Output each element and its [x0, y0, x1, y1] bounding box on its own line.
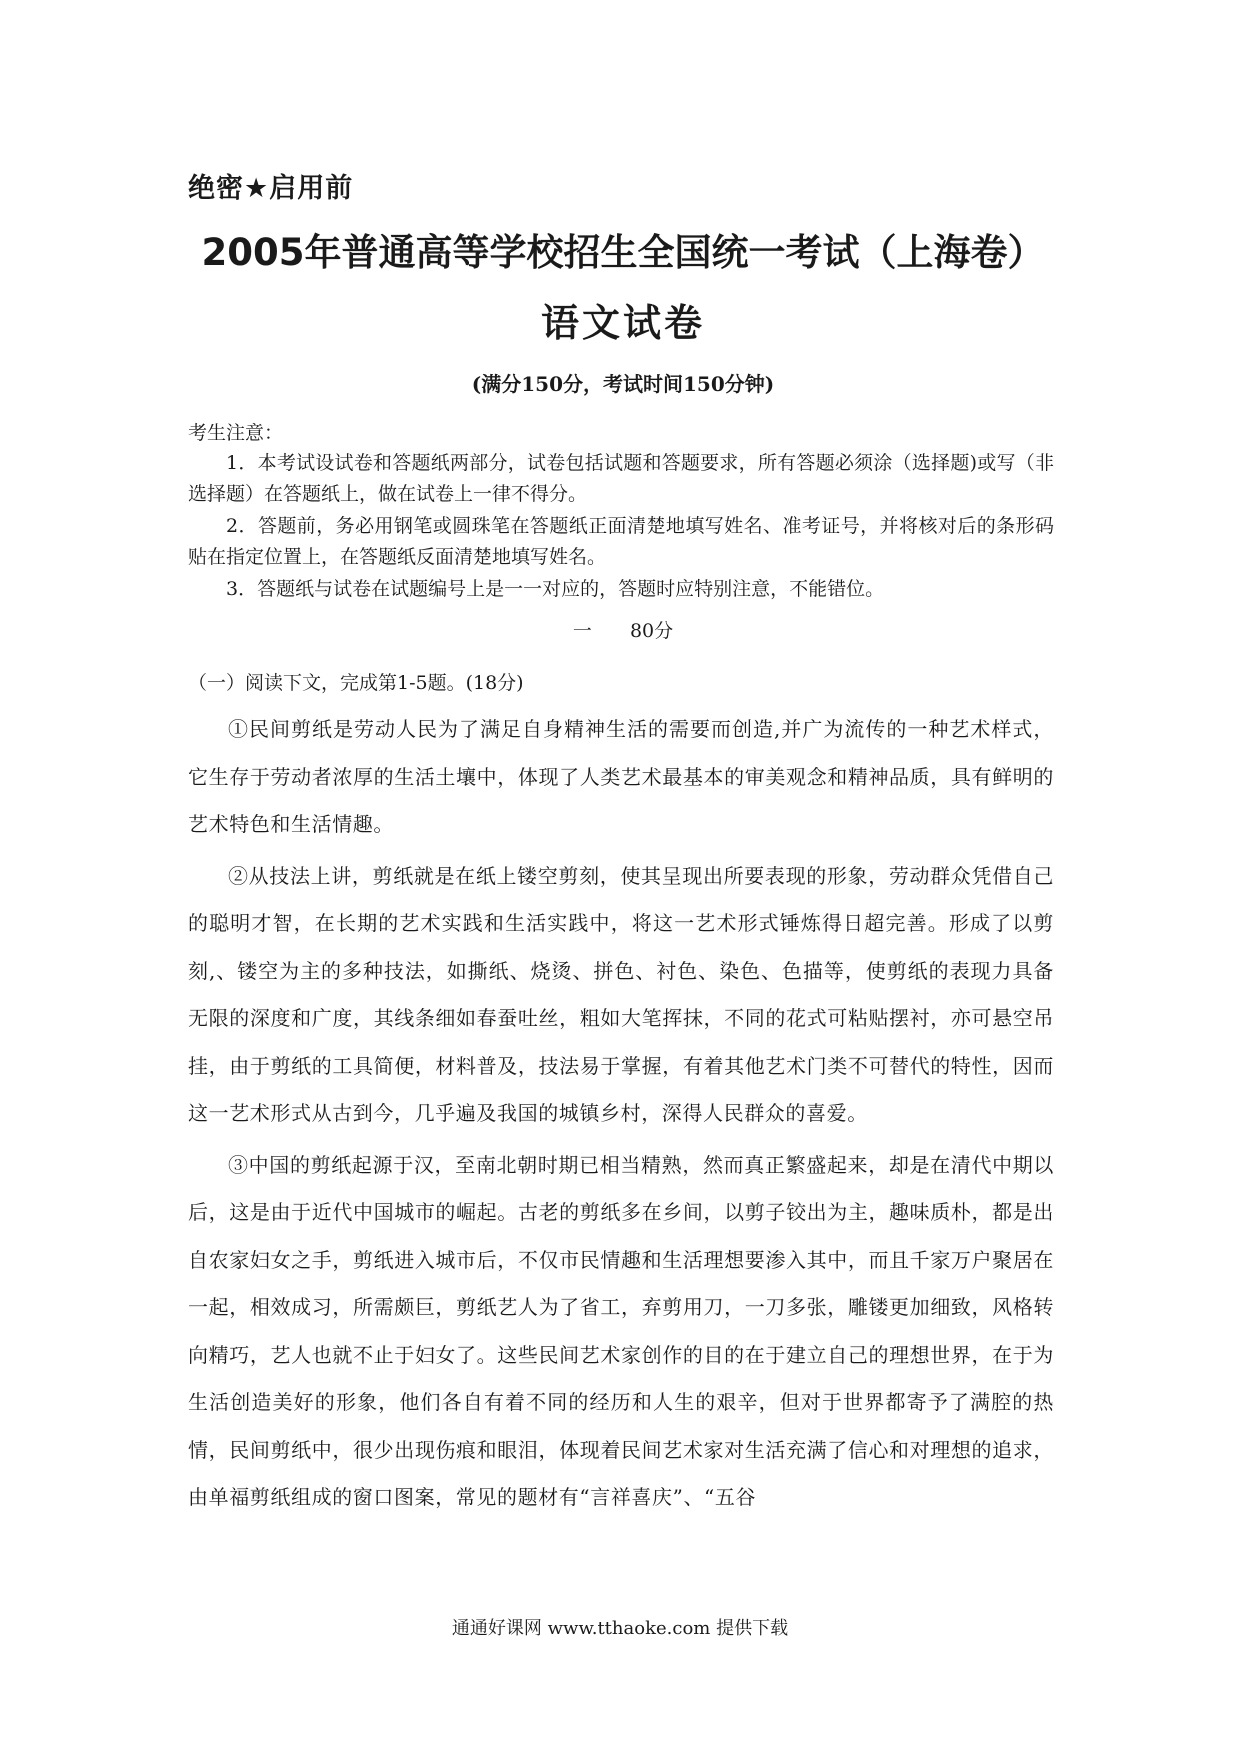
passage-paragraph: ②从技法上讲，剪纸就是在纸上镂空剪刻，使其呈现出所要表现的形象，劳动群众凭借自己的聪明才智，在长期的艺术实践和生活实践中，将这一艺术形式锤炼得日超完善。形成了以剪刻,、镂空为主的多种技法，如撕纸、烧烫、拼色、衬色、染色、色描等，使剪纸的表现力具备无限的深度和广度，其线条细如春蚕吐丝，粗如大笔挥抹，不同的花式可粘贴摆衬，亦可悬空吊挂，由于剪纸的工具简便，材料普及，技法易于掌握，有着其他艺术门类不可替代的特性，因而这一艺术形式从古到今，几乎遍及我国的城镇乡村，深得人民群众的喜爱。 — [188, 863, 1054, 1125]
notice-item: 1．本考试设试卷和答题纸两部分，试卷包括试题和答题要求，所有答题必须涂（选择题)或写（非选择题）在答题纸上，做在试卷上一律不得分。 — [188, 452, 1054, 505]
paper-subtitle: 语文试卷 — [540, 301, 705, 345]
notice-item: 2．答题前，务必用钢笔或圆珠笔在答题纸正面清楚地填写姓名、准考证号，并将核对后的条形码贴在指定位置上，在答题纸反面清楚地填写姓名。 — [188, 515, 1054, 568]
notice-list — [188, 448, 1054, 606]
exam-title: 2005年普通高等学校招生全国统一考试（上海卷） — [201, 231, 1045, 274]
section-number: 一 — [572, 620, 592, 642]
passage-paragraph: ①民间剪纸是劳动人民为了满足自身精神生活的需要而创造,并广为流传的一种艺术样式，它生存于劳动者浓厚的生活土壤中，体现了人类艺术最基本的审美观念和精神品质，具有鲜明的艺术特色和生活情趣。 — [188, 717, 1054, 836]
section-score: 80分 — [629, 620, 674, 642]
notice-item: 3．答题纸与试卷在试题编号上是一一对应的，答题时应特别注意，不能错位。 — [226, 578, 885, 600]
page-footer: 通通好课网 www.tthaoke.com 提供下载 — [451, 1618, 789, 1639]
exam-info: (满分150分，考试时间150分钟) — [471, 372, 775, 396]
notice-label: 考生注意： — [188, 422, 284, 444]
passage-paragraph: ③中国的剪纸起源于汉，至南北朝时期已相当精熟，然而真正繁盛起来，却是在清代中期以后，这是由于近代中国城市的崛起。古老的剪纸多在乡间，以剪子铰出为主，趣味质朴，都是出自农家妇女之手，剪纸进入城市后，不仅市民情趣和生活理想要渗入其中，而且千家万户聚居在一起，相效成习，所需颇巨，剪纸艺人为了省工，弃剪用刀，一刀多张，雕镂更加细致，风格转向精巧，艺人也就不止于妇女了。这些民间艺术家创作的目的在于建立自己的理想世界，在于为生活创造美好的形象，他们各自有着不同的经历和人生的艰辛，但对于世界都寄予了满腔的热情，民间剪纸中，很少出现伤痕和眼泪，体现着民间艺术家对生活充满了信心和对理想的追求，由单福剪纸组成的窗口图案，常见的题材有“言祥喜庆”、“五谷 — [188, 1152, 1054, 1509]
part-intro: （一）阅读下文，完成第1-5题。(18分) — [188, 672, 524, 694]
section-heading — [188, 616, 1058, 643]
confidential-mark: 绝密★启用前 — [188, 173, 354, 204]
reading-passage — [188, 706, 1054, 1522]
